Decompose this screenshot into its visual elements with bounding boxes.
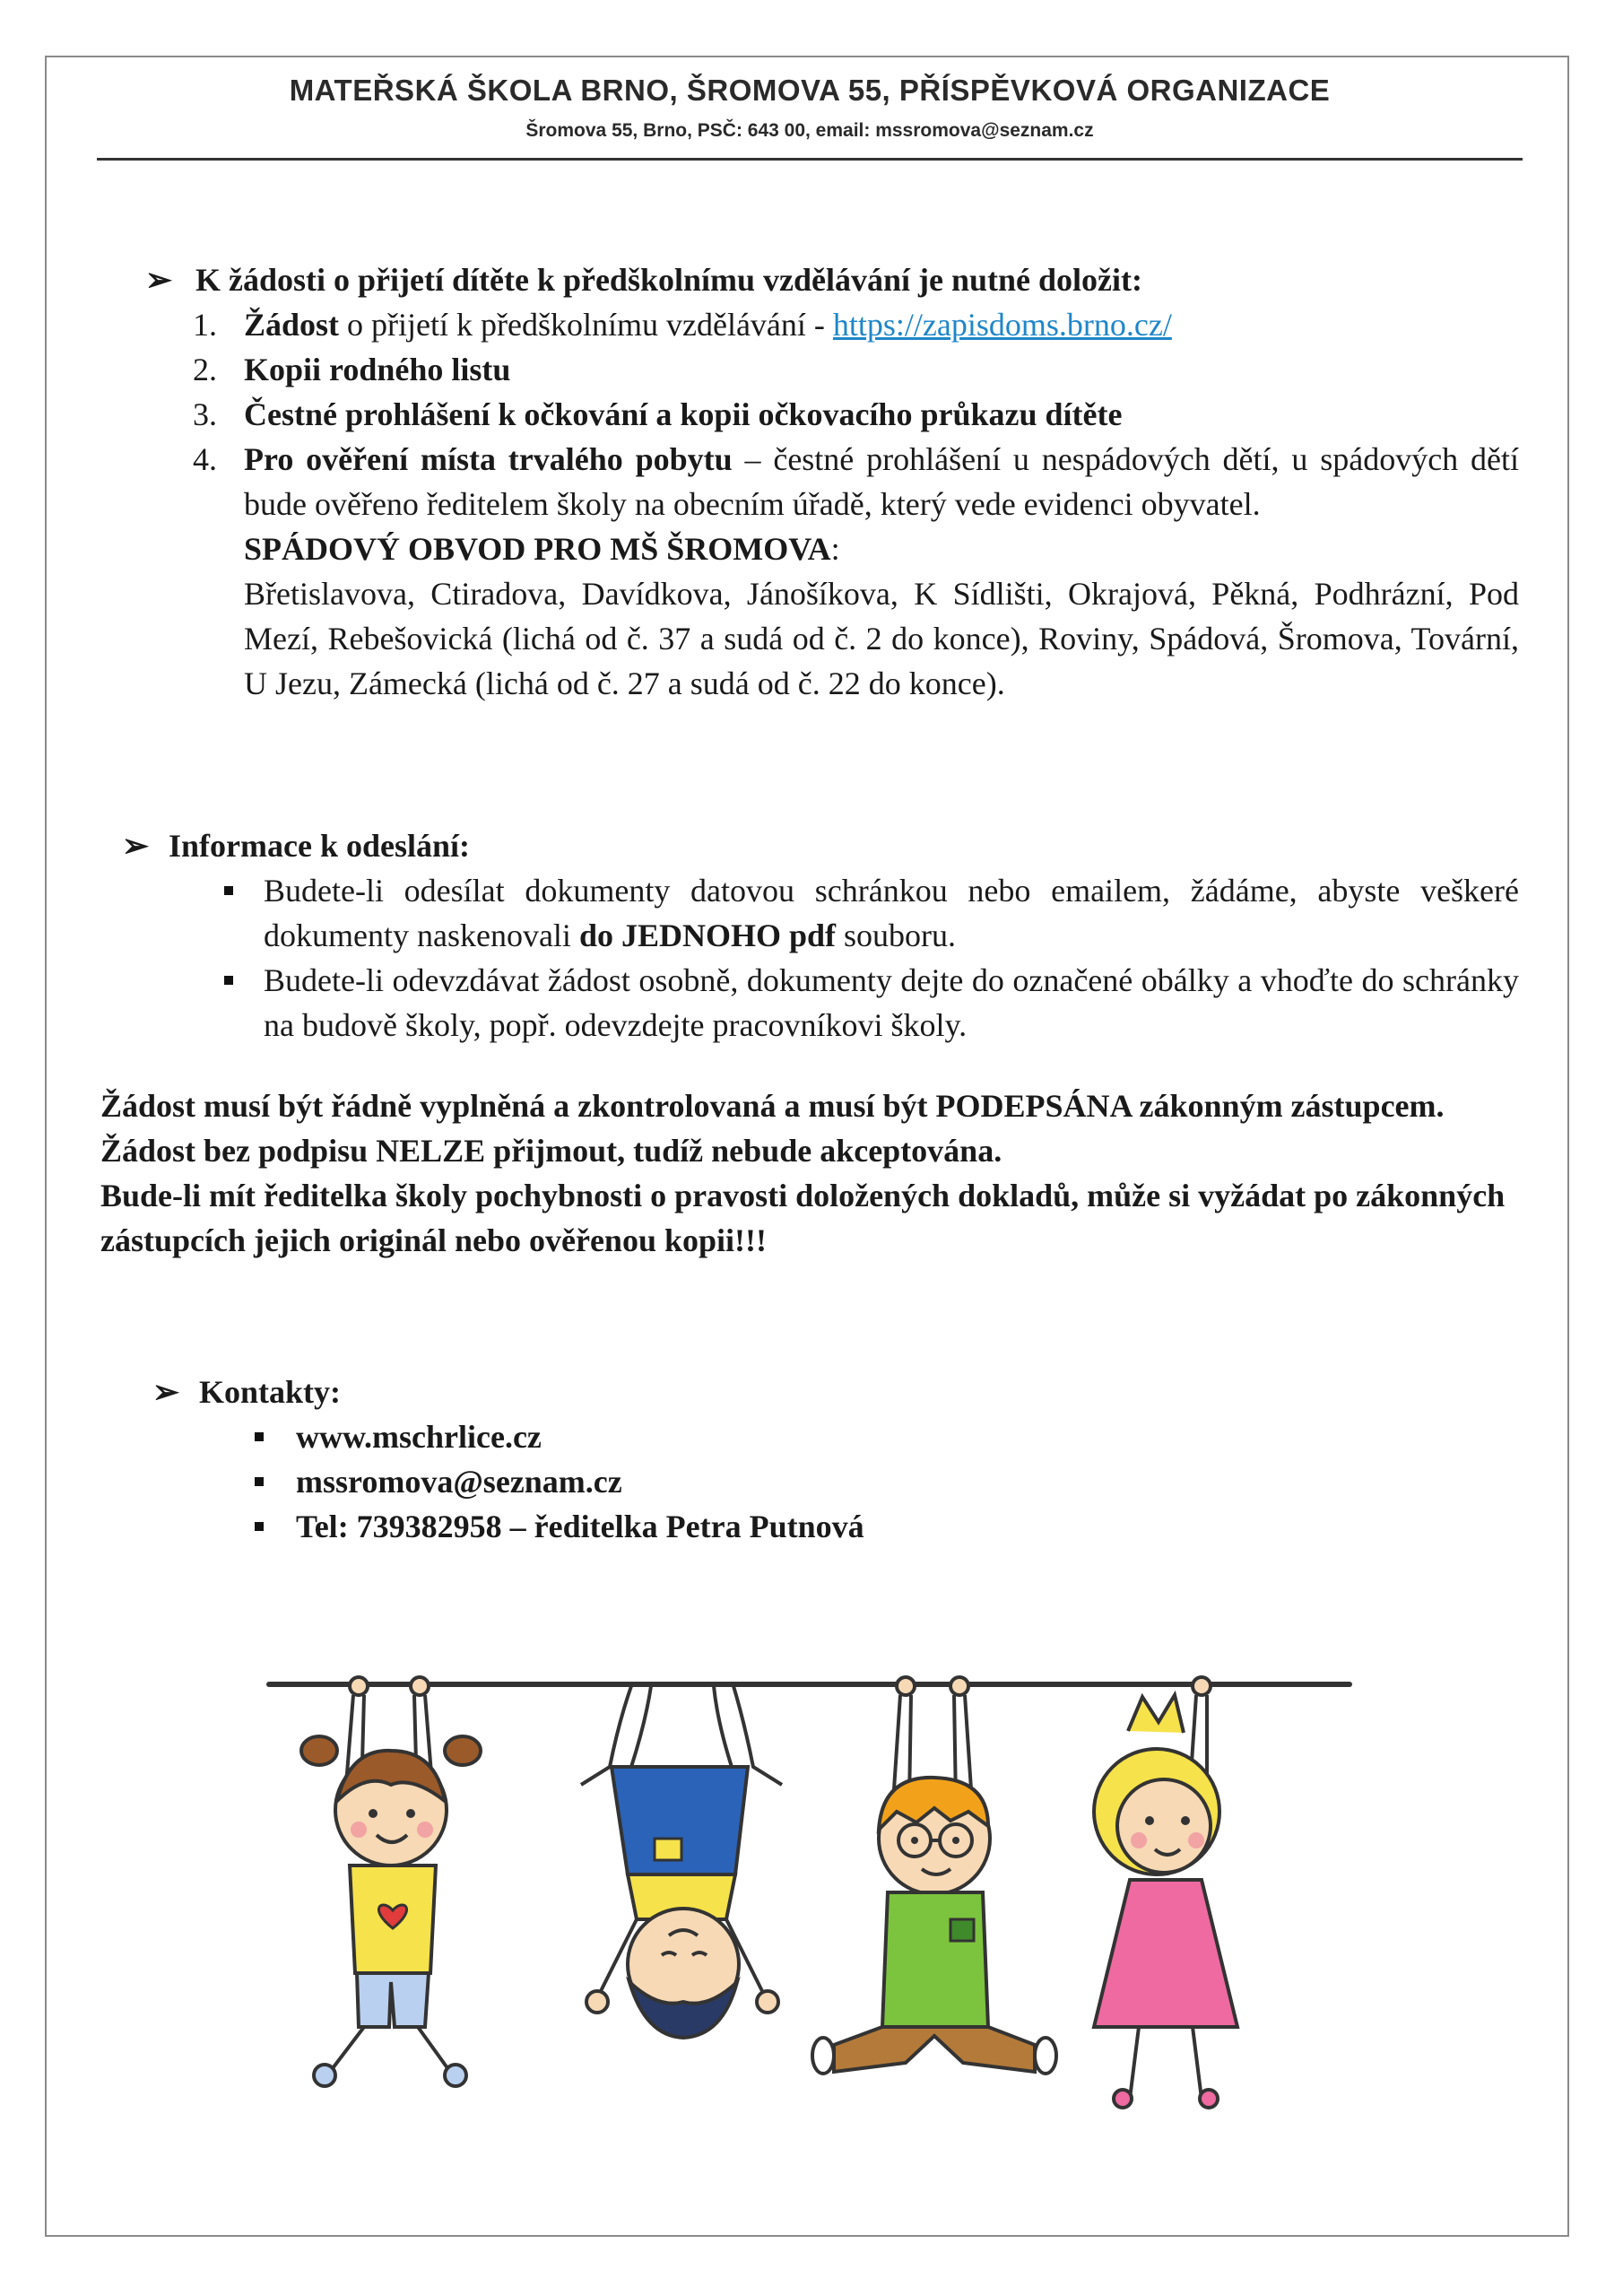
list-item: [100, 437, 1519, 526]
list-item: [100, 392, 1519, 437]
letterhead: [97, 74, 1523, 142]
signature-notice: [100, 1083, 1519, 1263]
bullet-text: souboru.: [836, 918, 957, 953]
school-address: Šromova 55, Brno, PSČ: 643 00, email: mssromova@seznam.cz: [525, 120, 1094, 141]
district-title: SPÁDOVÝ OBVOD PRO MŠ ŠROMOVA: [244, 531, 831, 567]
item-number: 4.: [193, 441, 217, 477]
section-heading-text: Informace k odeslání:: [169, 828, 470, 864]
item-number: 2.: [193, 352, 217, 387]
district-colon: :: [830, 531, 840, 567]
section-heading: [100, 257, 1519, 302]
item-bold: Kopii rodného listu: [244, 352, 511, 387]
list-item: [100, 302, 1519, 347]
bullet-text: Budete-li odevzdávat žádost osobně, dokumenty dejte do označené obálky a vhoďte do schránky na budově školy, popř. odevzdejte pracovníkovi školy.: [264, 962, 1519, 1043]
header-divider: [97, 158, 1523, 161]
contact-text: www.mschrlice.cz: [296, 1419, 542, 1455]
girl-pigtails-figure: [301, 1677, 481, 2086]
children-hanging-on-bar-illustration: [260, 1650, 1381, 2117]
contact-text: mssromova@seznam.cz: [296, 1464, 622, 1500]
sending-info-list: [100, 868, 1519, 1048]
section-heading-text: Kontakty:: [199, 1374, 342, 1410]
contacts-list: [100, 1414, 1519, 1549]
square-bullet-icon: [255, 1522, 264, 1531]
contacts-section: [100, 1370, 1519, 1549]
documents-list: [100, 302, 1519, 526]
zapis-link[interactable]: https://zapisdoms.brno.cz/: [832, 307, 1172, 343]
item-number: 3.: [193, 396, 217, 432]
girl-crown-figure: [1094, 1677, 1237, 2108]
arrow-bullet-icon: ➢: [122, 828, 150, 864]
item-text: o přijetí k předškolnímu vzdělávání -: [339, 307, 833, 343]
section-heading: [100, 1370, 1519, 1414]
item-number: 1.: [193, 307, 217, 343]
contact-website: [296, 1414, 1519, 1459]
square-bullet-icon: [224, 886, 233, 895]
sending-info-section: [100, 823, 1519, 1048]
boy-upside-down-figure: [581, 1686, 782, 2038]
list-item: [264, 868, 1519, 958]
district-block: [100, 526, 1519, 706]
square-bullet-icon: [255, 1477, 264, 1486]
district-streets: Břetislavova, Ctiradova, Davídkova, Jánošíkova, K Sídlišti, Okrajová, Pěkná, Podhrázní, Pod Mezí, Rebešovická (lichá od č. 37 a sudá od č. 2 do konce), Roviny, Spádová, Šromova, Tovární, U Jezu, Zámecká (lichá od č. 27 a sudá od č. 22 do konce).: [244, 576, 1519, 701]
bullet-text: Budete-li odesílat dokumenty datovou schránkou nebo emailem, žádáme, abyste veškeré dokumenty naskenovali: [264, 873, 1519, 953]
boy-glasses-figure: [812, 1677, 1056, 2074]
contact-email: [296, 1459, 1519, 1504]
contact-text: Tel: 739382958 – ředitelka Petra Putnová: [296, 1509, 864, 1544]
required-documents-section: [100, 257, 1519, 706]
item-bold: Žádost: [244, 307, 340, 343]
bullet-bold: do JEDNOHO pdf: [578, 918, 837, 953]
item-bold: Čestné prohlášení k očkování a kopii očkovacího průkazu dítěte: [244, 396, 1123, 432]
item-text: – čestné prohlášení u nespádových dětí, u spádových dětí bude ověřeno ředitelem školy na obecním úřadě, který vede evidenci obyvatel.: [244, 441, 1519, 522]
list-item: [264, 958, 1519, 1048]
notice-paragraph: Bude-li mít ředitelka školy pochybnosti o pravosti doložených dokladů, může si vyžádat po zákonných zástupcích jejich originál nebo ověřenou kopii!!!: [100, 1178, 1506, 1258]
square-bullet-icon: [255, 1432, 264, 1441]
notice-paragraph: Žádost musí být řádně vyplněná a zkontrolovaná a musí být PODEPSÁNA zákonným zástupcem. Žádost bez podpisu NELZE přijmout, tudíž nebude akceptována.: [100, 1088, 1445, 1169]
school-name: MATEŘSKÁ ŠKOLA BRNO, ŠROMOVA 55, PŘÍSPĚVKOVÁ ORGANIZACE: [289, 74, 1331, 107]
item-bold: Pro ověření místa trvalého pobytu: [244, 441, 733, 477]
arrow-bullet-icon: ➢: [145, 262, 173, 298]
square-bullet-icon: [224, 976, 233, 985]
contact-phone: [296, 1504, 1519, 1549]
arrow-bullet-icon: ➢: [152, 1374, 180, 1410]
section-heading: [100, 823, 1519, 868]
list-item: [100, 347, 1519, 392]
section-heading-text: K žádosti o přijetí dítěte k předškolnímu vzdělávání je nutné doložit:: [195, 262, 1142, 298]
